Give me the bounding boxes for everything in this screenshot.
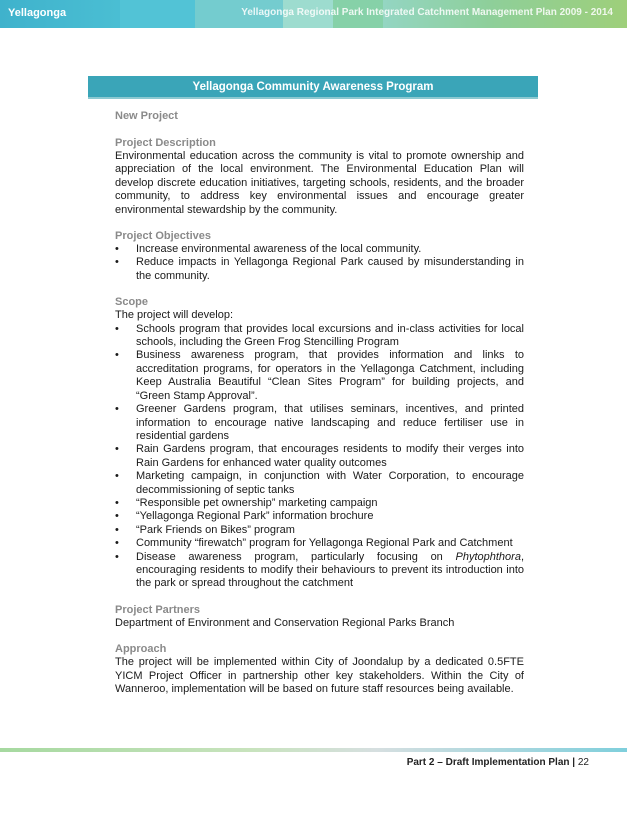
list-item: • Business awareness program, that provides information and links to accreditation programs, for operators in the Yellagonga Catchment, including Keep Australia Beautiful “Clean Sites Program” for building projects, and “Green Stamp Approval”. bbox=[115, 349, 524, 403]
footer-label: Part 2 – Draft Implementation Plan | bbox=[406, 757, 576, 768]
description-heading: Project Description bbox=[115, 137, 216, 149]
header-left-title: Yellagonga bbox=[8, 7, 67, 19]
objectives-heading: Project Objectives bbox=[115, 230, 211, 243]
list-item bbox=[115, 551, 524, 591]
list-item: • Rain Gardens program, that encourages residents to modify their verges into Rain Gardens for enhanced water quality outcomes bbox=[115, 443, 524, 470]
description-text: Environmental education across the community is vital to promote ownership and appreciation of the local environment. The Environmental Education Plan will develop discrete education initiatives, targeting schools, residents, and the broader community, to address key environmental issues and encourage greater environmental stewardship by the community. bbox=[115, 150, 524, 216]
list-item: • “Responsible pet ownership” marketing campaign bbox=[115, 497, 524, 510]
partners-text: Department of Environment and Conservation Regional Parks Branch bbox=[115, 616, 455, 629]
project-type: New Project bbox=[115, 110, 178, 122]
list-item-text: Disease awareness program, particularly focusing on bbox=[136, 550, 456, 563]
list-item: • Greener Gardens program, that utilises seminars, incentives, and printed information to encourage native landscaping and reduce fertiliser use in residential gardens bbox=[115, 403, 524, 443]
scope-heading: Scope bbox=[115, 296, 149, 309]
section-title-bar bbox=[88, 76, 538, 97]
header-right-title: Yellagonga Regional Park Integrated Catchment Management Plan 2009 - 2014 bbox=[241, 7, 613, 18]
partners-heading: Project Partners bbox=[115, 603, 200, 616]
list-item: • Community “firewatch” program for Yellagonga Regional Park and Catchment bbox=[115, 537, 524, 550]
list-item-italic: Phytophthora bbox=[455, 550, 521, 563]
objectives-list bbox=[115, 243, 524, 283]
scope-list bbox=[115, 323, 524, 591]
approach-text: The project will be implemented within City of Joondalup by a dedicated 0.5FTE YICM Project Officer in partnership other key stakeholders. Within the City of Wanneroo, implementation will be based on future staff resources being available. bbox=[115, 656, 524, 695]
list-item: • Increase environmental awareness of the local community. bbox=[115, 243, 524, 256]
list-item: • “Yellagonga Regional Park” information brochure bbox=[115, 510, 524, 523]
list-item: • Reduce impacts in Yellagonga Regional Park caused by misunderstanding in the community. bbox=[115, 256, 524, 283]
footer-divider bbox=[0, 748, 627, 752]
page-number: 22 bbox=[577, 757, 589, 768]
section-title: Yellagonga Community Awareness Program bbox=[192, 80, 434, 93]
main-content bbox=[115, 110, 524, 696]
scope-intro: The project will develop: bbox=[115, 309, 234, 322]
list-item: • “Park Friends on Bikes” program bbox=[115, 524, 524, 537]
banner-color-block bbox=[120, 0, 195, 28]
list-item-text: , encouraging residents to modify their behaviours to prevent its introduction into the park or spread throughout the catchment bbox=[136, 550, 524, 590]
header-banner bbox=[0, 0, 627, 28]
title-underline bbox=[88, 97, 538, 99]
footer bbox=[407, 757, 589, 768]
approach-heading: Approach bbox=[115, 643, 167, 656]
list-item: • Marketing campaign, in conjunction with Water Corporation, to encourage decommissioning of septic tanks bbox=[115, 470, 524, 497]
list-item: • Schools program that provides local excursions and in-class activities for local schools, including the Green Frog Stencilling Program bbox=[115, 323, 524, 350]
